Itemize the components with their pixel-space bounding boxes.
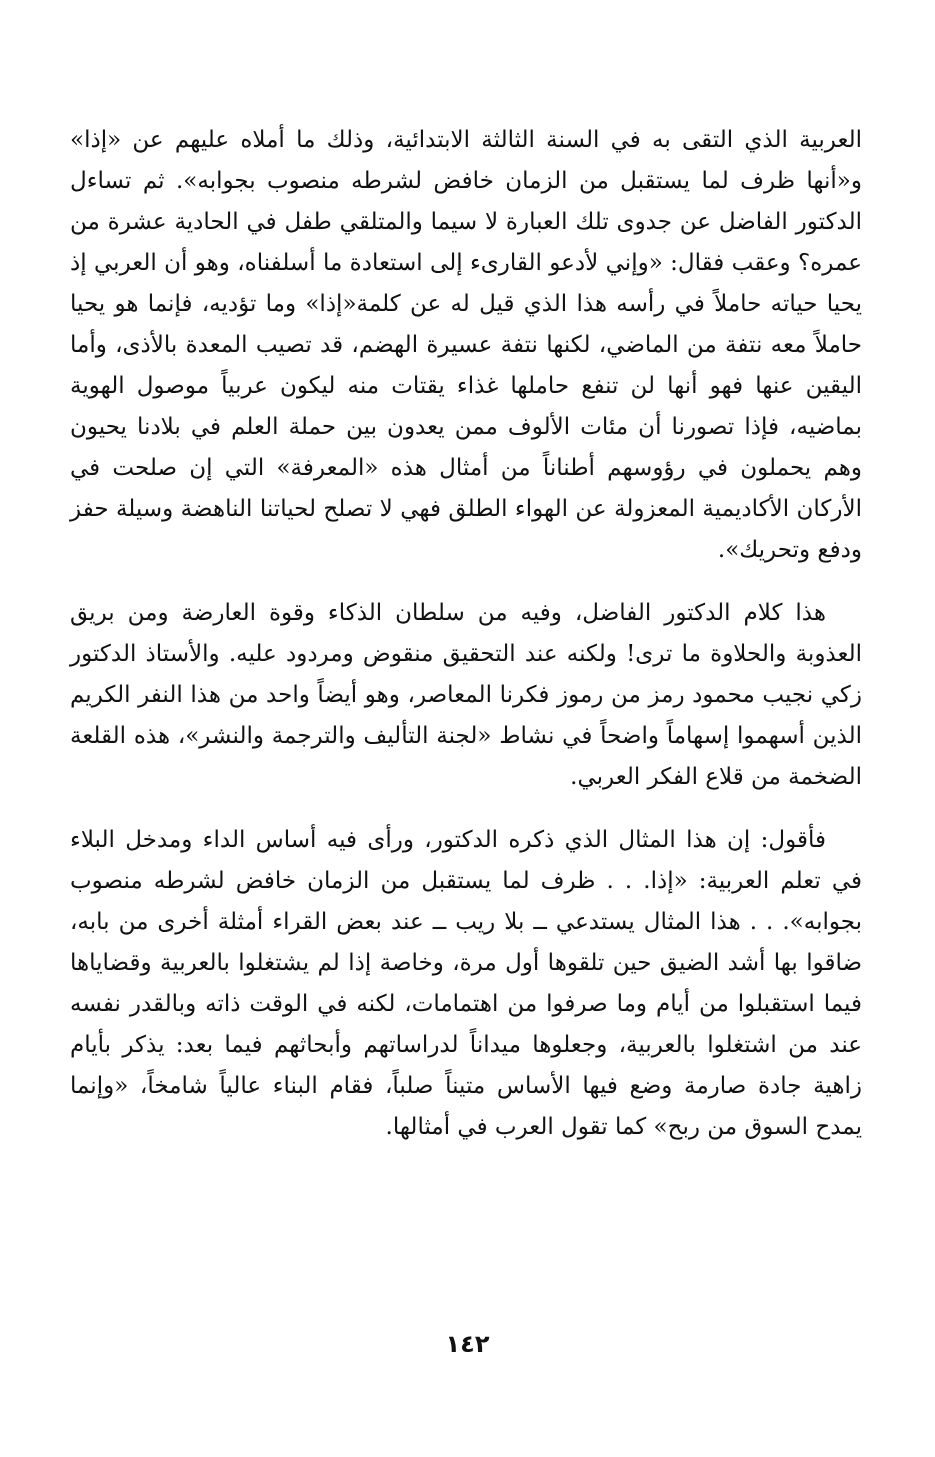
paragraph-1: العربية الذي التقى به في السنة الثالثة الابتدائية، وذلك ما أملاه عليهم عن «إذا» و«أنها ظرف لما يستقبل من الزمان خافض لشرطه منصوب بجوابه». ثم تساءل الدكتور الفاضل عن جدوى تلك العبارة لا سيما والمتلقي طفل في الحادية عشرة من عمره؟ وعقب فقال: «وإني لأدعو القارىء إلى استعادة ما أسلفناه، وهو أن العربي إذ يحيا حياته حاملاً في رأسه هذا الذي قيل له عن كلمة«إذا» وما تؤديه، فإنما هو يحيا حاملاً معه نتفة من الماضي، لكنها نتفة عسيرة الهضم، قد تصيب المعدة بالأذى، وأما اليقين عنها فهو أنها لن تنفع حاملها غذاء يقتات منه ليكون عربياً موصول الهوية بماضيه، فإذا تصورنا أن مئات الألوف ممن يعدون بين حملة العلم في بلادنا يحيون وهم يحملون في رؤوسهم أطناناً من أمثال هذه «المعرفة» التي إن صلحت في الأركان الأكاديمية المعزولة عن الهواء الطلق فهي لا تصلح لحياتنا الناهضة وسيلة حفز ودفع وتحريك». [70,127,862,563]
body-text [70,120,862,1148]
paragraph-3: فأقول: إن هذا المثال الذي ذكره الدكتور، ورأى فيه أساس الداء ومدخل البلاء في تعلم العربية: «إذا. . . ظرف لما يستقبل من الزمان خافض لشرطه منصوب بجوابه». . . هذا المثال يستدعي ــ بلا ريب ــ عند بعض القراء أمثلة أخرى من بابه، ضاقوا بها أشد الضيق حين تلقوها أول مرة، وخاصة إذا لم يشتغلوا بالعربية وقضاياها فيما استقبلوا من أيام وما صرفوا من اهتمامات، لكنه في الوقت ذاته وبالقدر نفسه عند من اشتغلوا بالعربية، وجعلوها ميداناً لدراساتهم وأبحاثهم فيما بعد: يذكر بأيام زاهية جادة صارمة وضع فيها الأساس متيناً صلباً، فقام البناء عالياً شامخاً، «وإنما يمدح السوق من ربح» كما تقول العرب في أمثالها. [70,827,862,1140]
paragraph-2: هذا كلام الدكتور الفاضل، وفيه من سلطان الذكاء وقوة العارضة ومن بريق العذوبة والحلاوة ما ترى! ولكنه عند التحقيق منقوض ومردود عليه. والأستاذ الدكتور زكي نجيب محمود رمز من رموز فكرنا المعاصر، وهو أيضاً واحد من هذا النفر الكريم الذين أسهموا إسهاماً واضحاً في نشاط «لجنة التأليف والترجمة والنشر»، هذه القلعة الضخمة من قلاع الفكر العربي. [70,600,862,790]
page-number: ١٤٢ [445,1330,490,1358]
